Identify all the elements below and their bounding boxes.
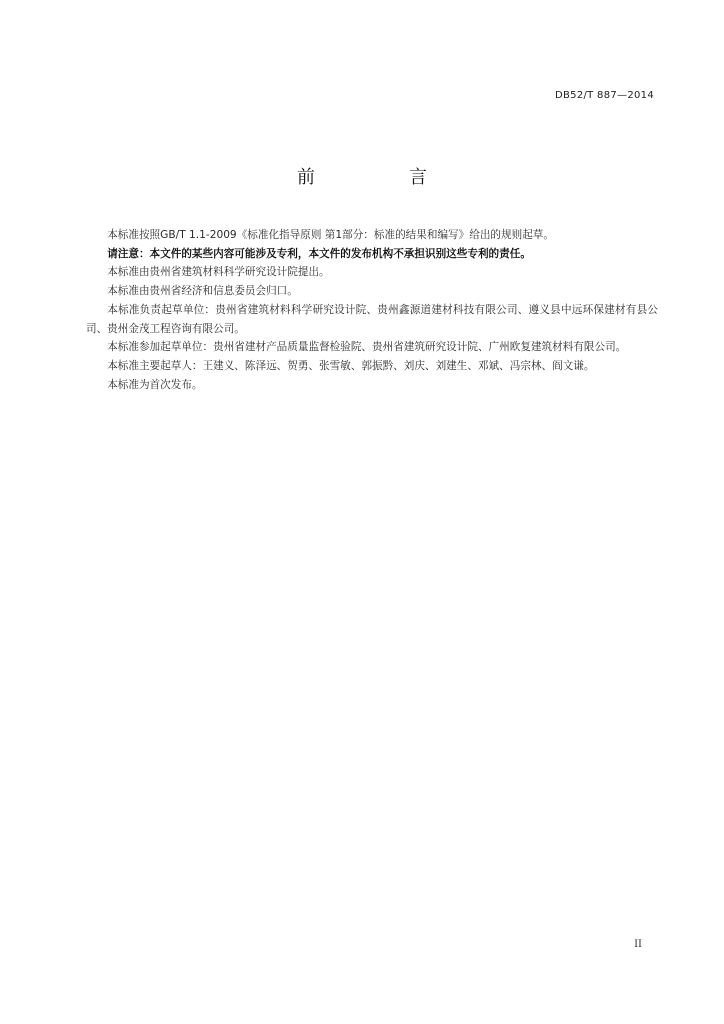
paragraph-patent-notice: 请注意：本文件的某些内容可能涉及专利，本文件的发布机构不承担识别这些专利的责任。	[107, 247, 531, 260]
paragraph-main-drafters: 本标准主要起草人：王建义、陈泽远、贺勇、张雪敏、郭振黔、刘庆、刘建生、邓斌、冯宗林、阎文谦。	[107, 359, 595, 372]
paragraph-centralized-unit: 本标准由贵州省经济和信息委员会归口。	[107, 285, 298, 298]
page-number: II	[634, 939, 642, 950]
page-title: 前 言	[297, 167, 465, 188]
paragraph-participating-drafters: 本标准参加起草单位：贵州省建材产品质量监督检验院、贵州省建筑研究设计院、广州欧复建筑材料有限公司。	[107, 341, 627, 354]
paragraph-first-release: 本标准为首次发布。	[107, 378, 203, 391]
paragraph-lead-drafters: 本标准负责起草单位：贵州省建筑材料科学研究设计院、贵州鑫源道建材科技有限公司、遵义县中远环保建材有县公司、贵州金茂工程咨询有限公司。	[86, 303, 658, 335]
paragraph-proposer: 本标准由贵州省建筑材料科学研究设计院提出。	[107, 266, 330, 279]
standard-code: DB52/T 887—2014	[555, 90, 654, 101]
paragraph-drafting-rules: 本标准按照GB/T 1.1-2009《标准化指导原则 第1部分：标准的结果和编写》给出的规则起草。	[107, 229, 554, 241]
preface-body	[86, 226, 658, 394]
